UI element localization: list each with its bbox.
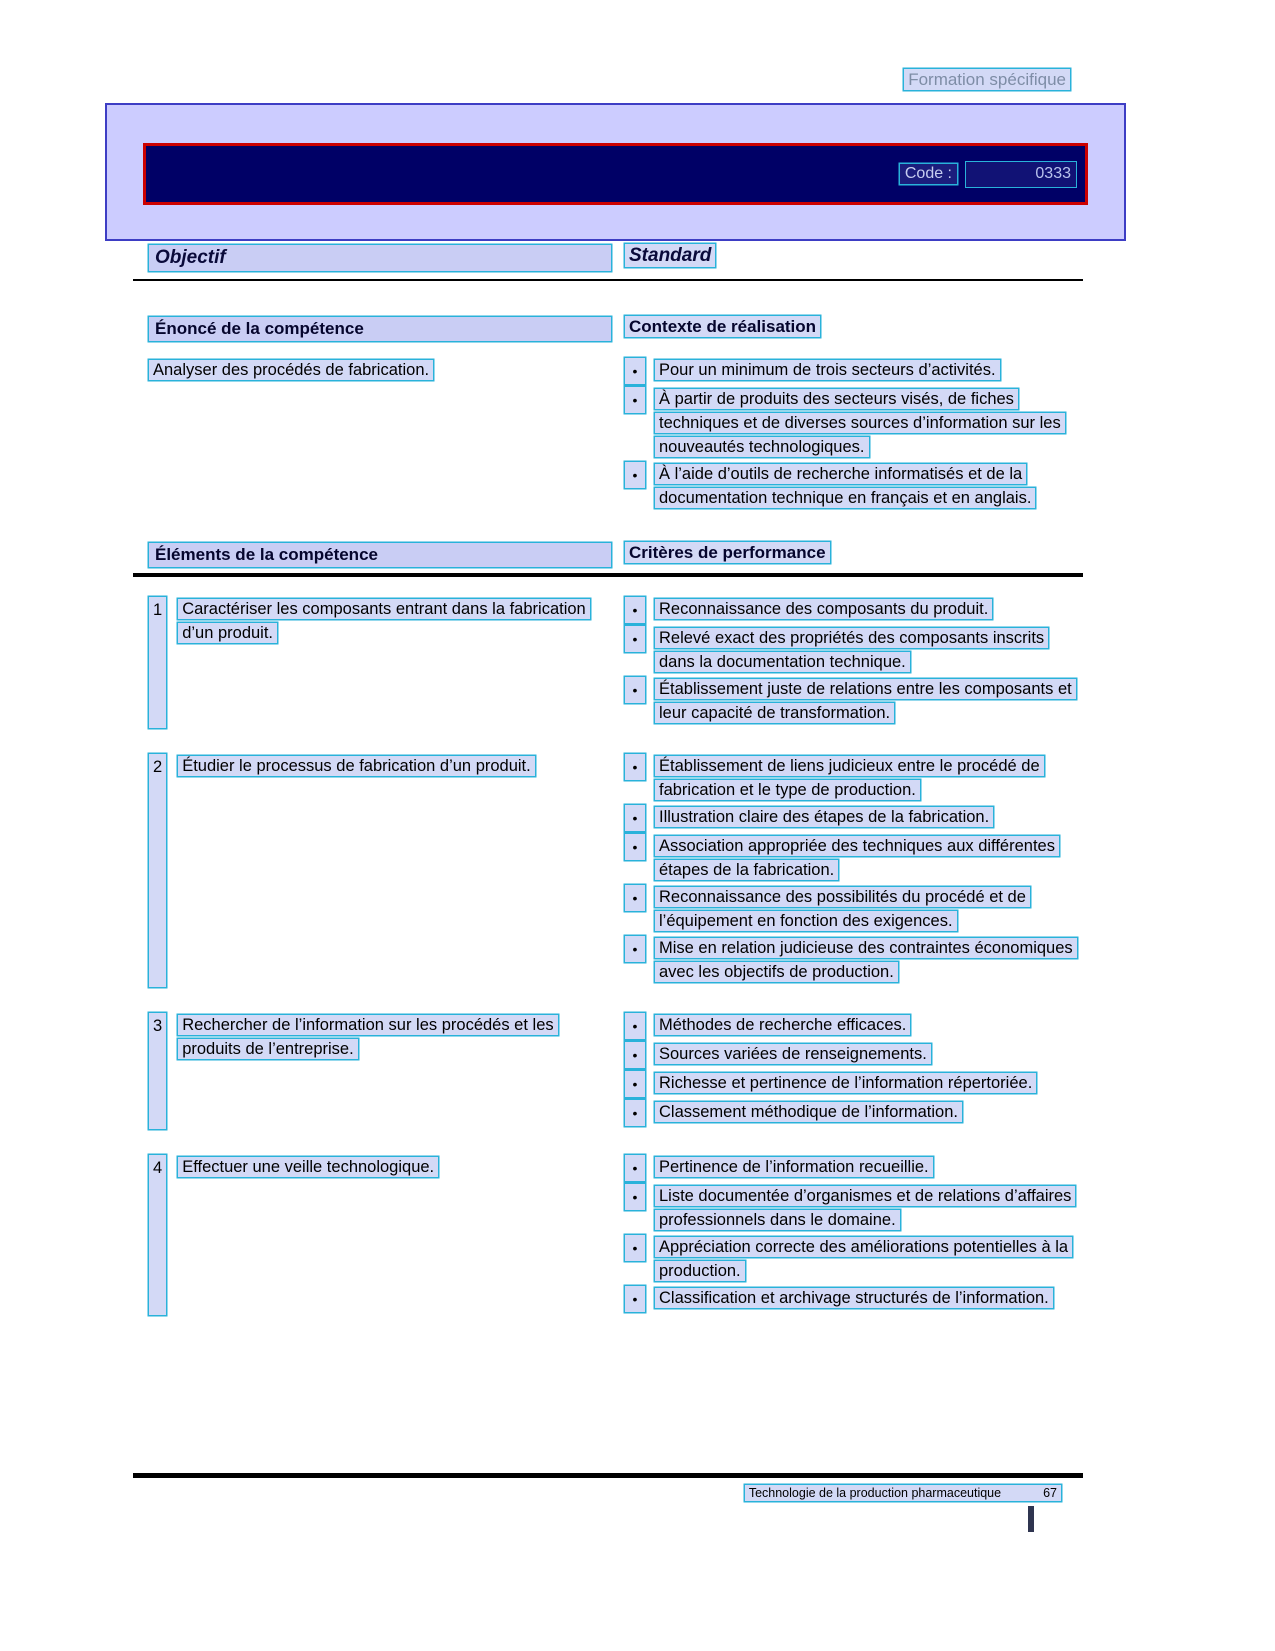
enonce-heading-bar (149, 317, 611, 341)
criterion-wrap (655, 805, 1083, 829)
list-item (625, 462, 1083, 510)
bullet-icon: • (625, 597, 645, 623)
document-body (133, 245, 1083, 1341)
text-cursor-bar (1028, 1506, 1034, 1532)
bullet-icon: • (625, 387, 645, 413)
element-text-wrap (178, 754, 535, 987)
criterion-text: Sources variées de renseignements. (655, 1044, 931, 1064)
objectif-heading: Objectif (155, 247, 226, 268)
header-category-text: Formation spécifique (904, 69, 1070, 90)
bullet-icon: • (625, 754, 645, 780)
list-item (625, 936, 1083, 984)
enonce-heading-cell (133, 317, 625, 341)
criterion-wrap (655, 1100, 1083, 1124)
criterion-wrap (655, 936, 1083, 984)
criterion-wrap (655, 1042, 1083, 1066)
bullet-icon: • (625, 885, 645, 911)
title-banner (105, 103, 1126, 241)
list-item (625, 1042, 1083, 1068)
criteria-list (625, 1155, 1083, 1315)
criteria-list (625, 1013, 1083, 1129)
criterion-text: Établissement juste de relations entre les composants et leur capacité de transformation. (655, 679, 1076, 723)
list-item (625, 1184, 1083, 1232)
footer-rule (133, 1473, 1083, 1478)
criterion-text: Classement méthodique de l’information. (655, 1102, 962, 1122)
bullet-icon: • (625, 358, 645, 384)
header-category (904, 70, 1070, 90)
list-item (625, 677, 1083, 725)
criterion-wrap (655, 1286, 1083, 1310)
contexte-item-text (655, 387, 1083, 459)
bullet-icon: • (625, 1235, 645, 1261)
criterion-wrap (655, 597, 1083, 621)
bullet-icon: • (625, 805, 645, 831)
bullet-icon: • (625, 834, 645, 860)
criterion-text: Reconnaissance des possibilités du procédé et de l’équipement en fonction des exigences. (655, 887, 1030, 931)
list-item (625, 1013, 1083, 1039)
criterion-text: Relevé exact des propriétés des composants inscrits dans la documentation technique. (655, 628, 1048, 672)
bullet-icon: • (625, 677, 645, 703)
bullet-icon: • (625, 1155, 645, 1181)
list-item (625, 626, 1083, 674)
contexte-list (625, 358, 1083, 513)
list-item (625, 754, 1083, 802)
contexte-item-text (655, 358, 1083, 382)
item-number: 1 (149, 597, 166, 728)
element-text-wrap (178, 1155, 438, 1315)
code-value: 0333 (1035, 165, 1071, 182)
item-number: 3 (149, 1013, 166, 1129)
objectif-heading-bar (149, 245, 611, 271)
element-text: Étudier le processus de fabrication d’un produit. (178, 756, 535, 776)
footer-page-number: 67 (1043, 1486, 1057, 1500)
criterion-wrap (655, 1071, 1083, 1095)
objectif-cell (133, 245, 625, 271)
elements-criteres-row (133, 543, 1083, 577)
contexte-heading-cell (625, 317, 1083, 341)
criterion-text: Appréciation correcte des améliorations potentielles à la production. (655, 1237, 1072, 1281)
competence-statement-cell (133, 358, 625, 513)
contexte-item-line: À partir de produits des secteurs visés, de fiches techniques et de diverses sources d’information sur les nouveautés technologiques. (655, 389, 1065, 457)
criterion-text: Mise en relation judicieuse des contraintes économiques avec les objectifs de production. (655, 938, 1077, 982)
footer (133, 1486, 1083, 1500)
element-text: Rechercher de l’information sur les procédés et les produits de l’entreprise. (178, 1015, 557, 1059)
criteres-heading: Critères de performance (625, 542, 830, 563)
element-cell (133, 597, 625, 728)
criterion-wrap (655, 626, 1083, 674)
title-bar (143, 143, 1088, 205)
criterion-wrap (655, 885, 1083, 933)
contexte-item-line: Pour un minimum de trois secteurs d’activités. (655, 360, 1000, 380)
objectif-standard-row (133, 245, 1083, 281)
enonce-contexte-row (133, 317, 1083, 341)
criterion-wrap (655, 754, 1083, 802)
elements-heading-cell (133, 543, 625, 567)
criteria-list (625, 754, 1083, 987)
list-item (625, 1100, 1083, 1126)
element-text-wrap (178, 597, 591, 728)
elements-heading: Éléments de la compétence (155, 545, 378, 564)
bullet-icon: • (625, 1100, 645, 1126)
competence-item-3 (133, 1013, 1083, 1129)
item-number: 2 (149, 754, 166, 987)
bullet-icon: • (625, 626, 645, 652)
bullet-icon: • (625, 1184, 645, 1210)
element-cell (133, 1013, 625, 1129)
criterion-wrap (655, 1235, 1083, 1283)
criterion-text: Illustration claire des étapes de la fabrication. (655, 807, 993, 827)
bullet-icon: • (625, 1286, 645, 1312)
criterion-wrap (655, 1184, 1083, 1232)
contexte-heading: Contexte de réalisation (625, 316, 820, 337)
criterion-text: Établissement de liens judicieux entre le procédé de fabrication et le type de production. (655, 756, 1044, 800)
bullet-icon: • (625, 1013, 645, 1039)
criteres-heading-cell (625, 543, 1083, 567)
elements-heading-bar (149, 543, 611, 567)
criteria-list (625, 597, 1083, 728)
list-item (625, 1071, 1083, 1097)
element-text-wrap (178, 1013, 591, 1129)
competence-item-4 (133, 1155, 1083, 1315)
list-item (625, 387, 1083, 459)
criterion-wrap (655, 1155, 1083, 1179)
standard-heading: Standard (625, 244, 715, 267)
footer-text-box (745, 1485, 1061, 1501)
contexte-item-line: À l’aide d’outils de recherche informatisés et de la documentation technique en français et en anglais. (655, 464, 1035, 508)
criterion-text: Méthodes de recherche efficaces. (655, 1015, 910, 1035)
element-text: Caractériser les composants entrant dans la fabrication d’un produit. (178, 599, 590, 643)
criterion-wrap (655, 1013, 1083, 1037)
competence-statement: Analyser des procédés de fabrication. (149, 360, 433, 380)
footer-title: Technologie de la production pharmaceutique (748, 1486, 1002, 1500)
element-cell (133, 1155, 625, 1315)
standard-cell (625, 245, 1083, 271)
competence-items (133, 597, 1083, 1315)
element-text: Effectuer une veille technologique. (178, 1157, 438, 1177)
list-item (625, 1286, 1083, 1312)
list-item (625, 885, 1083, 933)
criterion-wrap (655, 834, 1083, 882)
competence-item-2 (133, 754, 1083, 987)
bullet-icon: • (625, 936, 645, 962)
code-label: Code : (900, 164, 957, 184)
bullet-icon: • (625, 1071, 645, 1097)
enonce-heading: Énoncé de la compétence (155, 319, 364, 338)
bullet-icon: • (625, 462, 645, 488)
element-cell (133, 754, 625, 987)
code-field (965, 161, 1077, 188)
bullet-icon: • (625, 1042, 645, 1068)
contexte-item-text (655, 462, 1083, 510)
enonce-body-row (133, 358, 1083, 513)
list-item (625, 805, 1083, 831)
list-item (625, 834, 1083, 882)
item-number: 4 (149, 1155, 166, 1315)
criterion-text: Reconnaissance des composants du produit. (655, 599, 992, 619)
criterion-text: Richesse et pertinence de l’information répertoriée. (655, 1073, 1036, 1093)
competence-item-1 (133, 597, 1083, 728)
list-item (625, 358, 1083, 384)
list-item (625, 1235, 1083, 1283)
criterion-text: Association appropriée des techniques aux différentes étapes de la fabrication. (655, 836, 1059, 880)
list-item (625, 1155, 1083, 1181)
list-item (625, 597, 1083, 623)
criterion-text: Pertinence de l’information recueillie. (655, 1157, 933, 1177)
criterion-text: Liste documentée d’organismes et de relations d’affaires professionnels dans le domaine. (655, 1186, 1075, 1230)
criterion-wrap (655, 677, 1083, 725)
criterion-text: Classification et archivage structurés de l’information. (655, 1288, 1053, 1308)
